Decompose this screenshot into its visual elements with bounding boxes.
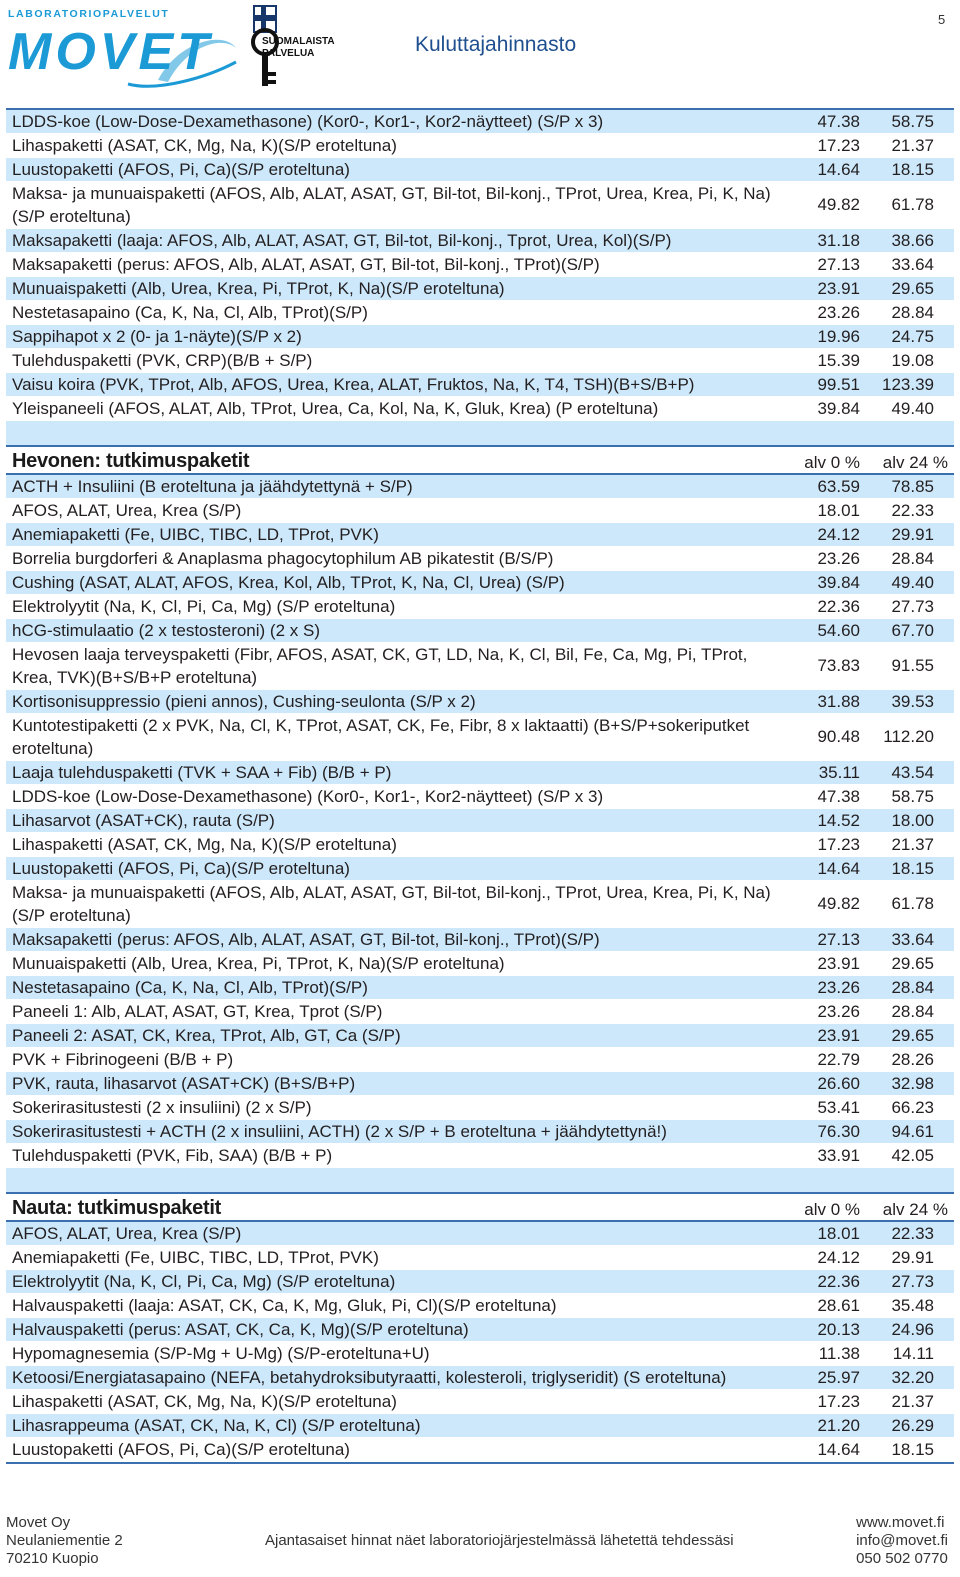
page-header bbox=[0, 0, 960, 100]
price-vat24: 27.73 bbox=[891, 596, 934, 616]
continued-package-list bbox=[6, 108, 954, 421]
price-vat24: 112.20 bbox=[883, 727, 934, 746]
package-name: Maksapaketti (perus: AFOS, Alb, ALAT, ASAT, GT, Bil-tot, Bil-konj., TProt)(S/P) bbox=[12, 930, 600, 949]
price-vat0: 22.36 bbox=[817, 1271, 860, 1291]
price-vat0: 23.91 bbox=[817, 1025, 860, 1045]
nauta-package-list bbox=[6, 1220, 954, 1462]
package-name: Hevosen laaja terveyspaketti (Fibr, AFOS, ASAT, CK, GT, LD, Na, K, Cl, Bil, Fe, Ca, Mg, Pi, TProt, Krea, TVK)(B+S/B+P eroteltuna) bbox=[12, 645, 748, 687]
table-row bbox=[6, 595, 954, 619]
price-vat0: 17.23 bbox=[817, 834, 860, 854]
logo-tagline: LABORATORIOPALVELUT bbox=[8, 8, 170, 20]
price-vat24: 43.54 bbox=[891, 762, 934, 782]
price-vat0: 31.88 bbox=[817, 691, 860, 711]
price-vat0: 19.96 bbox=[817, 326, 860, 346]
table-row bbox=[6, 523, 954, 547]
column-header-vat24: alv 24 % bbox=[882, 1200, 948, 1219]
table-row bbox=[6, 1096, 954, 1120]
table-row bbox=[6, 1048, 954, 1072]
price-vat24: 33.64 bbox=[891, 254, 934, 274]
price-vat24: 21.37 bbox=[891, 834, 934, 854]
table-row bbox=[6, 1270, 954, 1294]
table-row bbox=[6, 373, 954, 397]
price-vat24: 91.55 bbox=[891, 656, 934, 675]
package-name: AFOS, ALAT, Urea, Krea (S/P) bbox=[12, 1224, 242, 1243]
page-number: 5 bbox=[938, 12, 946, 27]
table-row bbox=[6, 1438, 954, 1462]
price-vat0: 39.84 bbox=[817, 398, 860, 418]
price-vat0: 47.38 bbox=[817, 786, 860, 806]
package-name: Ketoosi/Energiatasapaino (NEFA, betahydroksibutyraatti, kolesteroli, triglyseridit) (S eroteltuna) bbox=[12, 1368, 727, 1387]
price-vat24: 32.98 bbox=[891, 1073, 934, 1093]
price-vat24: 28.84 bbox=[891, 1001, 934, 1021]
price-vat24: 24.96 bbox=[891, 1319, 934, 1339]
table-row bbox=[6, 809, 954, 833]
price-vat24: 18.15 bbox=[891, 1439, 934, 1459]
package-name: ACTH + Insuliini (B eroteltuna ja jäähdytettynä + S/P) bbox=[12, 477, 413, 496]
nauta-section-header bbox=[6, 1194, 954, 1220]
price-vat24: 61.78 bbox=[891, 195, 934, 214]
table-row bbox=[6, 547, 954, 571]
price-vat0: 28.61 bbox=[817, 1295, 860, 1315]
package-name: Paneeli 1: Alb, ALAT, ASAT, GT, Krea, Tprot (S/P) bbox=[12, 1002, 383, 1021]
price-vat24: 29.65 bbox=[891, 278, 934, 298]
table-row bbox=[6, 108, 954, 134]
package-name: Yleispaneeli (AFOS, ALAT, Alb, TProt, Urea, Ca, Kol, Na, K, Gluk, Krea) (P eroteltuna) bbox=[12, 399, 659, 418]
price-vat0: 26.60 bbox=[817, 1073, 860, 1093]
movet-logo bbox=[8, 8, 240, 92]
price-vat24: 18.15 bbox=[891, 858, 934, 878]
price-vat0: 23.91 bbox=[817, 278, 860, 298]
price-vat24: 67.70 bbox=[891, 620, 934, 640]
package-name: LDDS-koe (Low-Dose-Dexamethasone) (Kor0-, Kor1-, Kor2-näytteet) (S/P x 3) bbox=[12, 112, 604, 131]
table-row bbox=[6, 1294, 954, 1318]
price-vat24: 21.37 bbox=[891, 135, 934, 155]
price-vat0: 35.11 bbox=[818, 762, 860, 782]
package-name: Halvauspaketti (perus: ASAT, CK, Ca, K, Mg)(S/P eroteltuna) bbox=[12, 1320, 469, 1339]
price-vat0: 24.12 bbox=[817, 524, 860, 544]
package-name: hCG-stimulaatio (2 x testosteroni) (2 x S) bbox=[12, 621, 320, 640]
table-row bbox=[6, 785, 954, 809]
price-vat24: 14.11 bbox=[892, 1343, 934, 1363]
package-name: Laaja tulehduspaketti (TVK + SAA + Fib) (B/B + P) bbox=[12, 763, 392, 782]
package-name: Vaisu koira (PVK, TProt, Alb, AFOS, Urea, Krea, ALAT, Fruktos, Na, K, T4, TSH)(B+S/B+P) bbox=[12, 375, 695, 394]
package-name: Lihasarvot (ASAT+CK), rauta (S/P) bbox=[12, 811, 275, 830]
table-row bbox=[6, 158, 954, 182]
table-row bbox=[6, 714, 954, 761]
package-name: Lihaspaketti (ASAT, CK, Mg, Na, K)(S/P eroteltuna) bbox=[12, 835, 397, 854]
package-name: Sappihapot x 2 (0- ja 1-näyte)(S/P x 2) bbox=[12, 327, 302, 346]
hevonen-section-title: Hevonen: tutkimuspaketit bbox=[12, 450, 250, 472]
column-header-vat0: alv 0 % bbox=[804, 1200, 860, 1219]
table-row bbox=[6, 1414, 954, 1438]
document-title: Kuluttajahinnasto bbox=[415, 33, 577, 56]
table-row bbox=[6, 1120, 954, 1144]
table-row bbox=[6, 1342, 954, 1366]
price-vat24: 58.75 bbox=[891, 786, 934, 806]
table-row bbox=[6, 952, 954, 976]
price-vat0: 14.64 bbox=[817, 1439, 860, 1459]
table-row bbox=[6, 134, 954, 158]
package-name: Nestetasapaino (Ca, K, Na, Cl, Alb, TProt)(S/P) bbox=[12, 303, 368, 322]
price-vat0: 23.26 bbox=[817, 1001, 860, 1021]
price-vat0: 27.13 bbox=[817, 929, 860, 949]
table-row bbox=[6, 182, 954, 229]
price-vat24: 49.40 bbox=[891, 572, 934, 592]
package-name: Borrelia burgdorferi & Anaplasma phagocytophilum AB pikatestit (B/S/P) bbox=[12, 549, 554, 568]
package-name: Luustopaketti (AFOS, Pi, Ca)(S/P eroteltuna) bbox=[12, 160, 350, 179]
price-vat0: 99.51 bbox=[817, 374, 860, 394]
package-name: Sokerirasitustesti + ACTH (2 x insuliini, ACTH) (2 x S/P + B eroteltuna + jäähdytettynä!) bbox=[12, 1122, 667, 1141]
table-row bbox=[6, 1220, 954, 1246]
table-row bbox=[6, 857, 954, 881]
package-name: Cushing (ASAT, ALAT, AFOS, Krea, Kol, Alb, TProt, K, Na, Cl, Urea) (S/P) bbox=[12, 573, 565, 592]
price-vat0: 31.18 bbox=[817, 230, 860, 250]
table-row bbox=[6, 1144, 954, 1168]
price-vat24: 29.91 bbox=[891, 524, 934, 544]
table-row bbox=[6, 928, 954, 952]
price-vat24: 49.40 bbox=[891, 398, 934, 418]
footer-website-link[interactable]: www.movet.fi bbox=[856, 1514, 945, 1531]
table-row bbox=[6, 1024, 954, 1048]
table-row bbox=[6, 473, 954, 499]
package-name: Munuaispaketti (Alb, Urea, Krea, Pi, TProt, K, Na)(S/P eroteltuna) bbox=[12, 954, 505, 973]
price-vat0: 14.64 bbox=[817, 858, 860, 878]
table-row bbox=[6, 1072, 954, 1096]
price-tables bbox=[6, 108, 954, 1464]
price-vat0: 23.26 bbox=[817, 548, 860, 568]
price-vat24: 22.33 bbox=[891, 1223, 934, 1243]
price-vat0: 27.13 bbox=[817, 254, 860, 274]
package-name: Lihasrappeuma (ASAT, CK, Na, K, Cl) (S/P eroteltuna) bbox=[12, 1416, 421, 1435]
price-vat24: 21.37 bbox=[891, 1391, 934, 1411]
package-name: Elektrolyytit (Na, K, Cl, Pi, Ca, Mg) (S/P eroteltuna) bbox=[12, 1272, 396, 1291]
price-vat0: 11.38 bbox=[818, 1343, 860, 1363]
price-vat0: 47.38 bbox=[817, 111, 860, 131]
table-row bbox=[6, 277, 954, 301]
package-name: Munuaispaketti (Alb, Urea, Krea, Pi, TProt, K, Na)(S/P eroteltuna) bbox=[12, 279, 505, 298]
price-vat24: 28.84 bbox=[891, 977, 934, 997]
package-name: LDDS-koe (Low-Dose-Dexamethasone) (Kor0-, Kor1-, Kor2-näytteet) (S/P x 3) bbox=[12, 787, 604, 806]
price-vat0: 15.39 bbox=[817, 350, 860, 370]
price-vat0: 23.26 bbox=[817, 302, 860, 322]
price-vat24: 18.15 bbox=[891, 159, 934, 179]
price-vat0: 90.48 bbox=[817, 727, 860, 746]
footer-address bbox=[6, 1514, 123, 1568]
table-row bbox=[6, 229, 954, 253]
price-vat0: 53.41 bbox=[817, 1097, 860, 1117]
price-vat24: 35.48 bbox=[891, 1295, 934, 1315]
package-name: Tulehduspaketti (PVK, Fib, SAA) (B/B + P) bbox=[12, 1146, 333, 1165]
hevonen-section-header bbox=[6, 447, 954, 473]
section-divider bbox=[6, 1168, 954, 1194]
package-name: Paneeli 2: ASAT, CK, Krea, TProt, Alb, GT, Ca (S/P) bbox=[12, 1026, 401, 1045]
price-vat0: 73.83 bbox=[817, 656, 860, 675]
price-vat0: 39.84 bbox=[817, 572, 860, 592]
price-vat0: 23.26 bbox=[817, 977, 860, 997]
package-name: Maksa- ja munuaispaketti (AFOS, Alb, ALAT, ASAT, GT, Bil-tot, Bil-konj., TProt, Urea, Krea, Pi, K, Na) (S/P eroteltuna) bbox=[12, 184, 771, 226]
price-vat0: 76.30 bbox=[817, 1121, 860, 1141]
price-vat24: 33.64 bbox=[891, 929, 934, 949]
package-name: Elektrolyytit (Na, K, Cl, Pi, Ca, Mg) (S/P eroteltuna) bbox=[12, 597, 396, 616]
price-vat0: 63.59 bbox=[817, 476, 860, 496]
package-name: Luustopaketti (AFOS, Pi, Ca)(S/P eroteltuna) bbox=[12, 859, 350, 878]
price-vat0: 18.01 bbox=[817, 500, 860, 520]
table-row bbox=[6, 833, 954, 857]
package-name: Anemiapaketti (Fe, UIBC, TIBC, LD, TProt, PVK) bbox=[12, 1248, 379, 1267]
table-row bbox=[6, 643, 954, 690]
price-vat24: 28.84 bbox=[891, 548, 934, 568]
footer-phone: 050 502 0770 bbox=[856, 1550, 948, 1567]
package-name: Hypomagnesemia (S/P-Mg + U-Mg) (S/P-eroteltuna+U) bbox=[12, 1344, 430, 1363]
price-vat24: 61.78 bbox=[891, 894, 934, 913]
package-name: Maksa- ja munuaispaketti (AFOS, Alb, ALAT, ASAT, GT, Bil-tot, Bil-konj., TProt, Urea, Krea, Pi, K, Na) (S/P eroteltuna) bbox=[12, 883, 771, 925]
package-name: PVK, rauta, lihasarvot (ASAT+CK) (B+S/B+P) bbox=[12, 1074, 356, 1093]
price-vat24: 29.65 bbox=[891, 953, 934, 973]
price-vat0: 49.82 bbox=[817, 195, 860, 214]
table-row bbox=[6, 1000, 954, 1024]
price-vat0: 14.52 bbox=[817, 810, 860, 830]
package-name: Tulehduspaketti (PVK, CRP)(B/B + S/P) bbox=[12, 351, 313, 370]
package-name: Maksapaketti (perus: AFOS, Alb, ALAT, ASAT, GT, Bil-tot, Bil-konj., TProt)(S/P) bbox=[12, 255, 600, 274]
price-vat24: 18.00 bbox=[891, 810, 934, 830]
table-row bbox=[6, 301, 954, 325]
price-vat24: 123.39 bbox=[882, 374, 934, 394]
footer-postal: 70210 Kuopio bbox=[6, 1550, 99, 1567]
price-vat0: 17.23 bbox=[817, 1391, 860, 1411]
footer-email-link[interactable]: info@movet.fi bbox=[856, 1532, 948, 1549]
price-vat24: 29.65 bbox=[891, 1025, 934, 1045]
footer-note: Ajantasaiset hinnat näet laboratoriojärjestelmässä lähetettä tehdessäsi bbox=[265, 1532, 734, 1549]
price-vat0: 20.13 bbox=[817, 1319, 860, 1339]
package-name: AFOS, ALAT, Urea, Krea (S/P) bbox=[12, 501, 242, 520]
page-footer bbox=[0, 1510, 960, 1577]
package-name: Sokerirasitustesti (2 x insuliini) (2 x S/P) bbox=[12, 1098, 312, 1117]
table-row bbox=[6, 976, 954, 1000]
hevonen-package-list bbox=[6, 473, 954, 1168]
package-name: Lihaspaketti (ASAT, CK, Mg, Na, K)(S/P eroteltuna) bbox=[12, 136, 397, 155]
price-vat24: 24.75 bbox=[891, 326, 934, 346]
package-name: Nestetasapaino (Ca, K, Na, Cl, Alb, TProt)(S/P) bbox=[12, 978, 368, 997]
price-vat0: 23.91 bbox=[817, 953, 860, 973]
table-row bbox=[6, 1318, 954, 1342]
price-vat0: 49.82 bbox=[817, 894, 860, 913]
package-name: Halvauspaketti (laaja: ASAT, CK, Ca, K, Mg, Gluk, Pi, Cl)(S/P eroteltuna) bbox=[12, 1296, 557, 1315]
package-name: Kuntotestipaketti (2 x PVK, Na, Cl, K, TProt, ASAT, CK, Fe, Fibr, 8 x laktaatti) (B+S/P+sokeriputket eroteltuna) bbox=[12, 716, 750, 758]
table-row bbox=[6, 761, 954, 785]
price-vat24: 19.08 bbox=[891, 350, 934, 370]
table-row bbox=[6, 571, 954, 595]
logo-wordmark: MOVET bbox=[8, 23, 213, 81]
package-name: Lihaspaketti (ASAT, CK, Mg, Na, K)(S/P eroteltuna) bbox=[12, 1392, 397, 1411]
nauta-section-title: Nauta: tutkimuspaketit bbox=[12, 1197, 221, 1219]
table-row bbox=[6, 619, 954, 643]
price-vat0: 54.60 bbox=[817, 620, 860, 640]
package-name: Kortisonisuppressio (pieni annos), Cushing-seulonta (S/P x 2) bbox=[12, 692, 476, 711]
price-vat24: 22.33 bbox=[891, 500, 934, 520]
price-vat0: 25.97 bbox=[817, 1367, 860, 1387]
package-name: Luustopaketti (AFOS, Pi, Ca)(S/P eroteltuna) bbox=[12, 1440, 350, 1459]
section-end-rule bbox=[6, 1462, 954, 1464]
price-vat0: 24.12 bbox=[817, 1247, 860, 1267]
price-vat24: 38.66 bbox=[891, 230, 934, 250]
price-vat24: 29.91 bbox=[891, 1247, 934, 1267]
price-vat0: 22.36 bbox=[817, 596, 860, 616]
table-row bbox=[6, 499, 954, 523]
column-header-vat0: alv 0 % bbox=[804, 453, 860, 472]
logo-swoosh-icon bbox=[8, 22, 240, 94]
price-vat0: 21.20 bbox=[817, 1415, 860, 1435]
table-row bbox=[6, 325, 954, 349]
package-name: Maksapaketti (laaja: AFOS, Alb, ALAT, ASAT, GT, Bil-tot, Bil-konj., Tprot, Urea, Kol)(S/P) bbox=[12, 231, 672, 250]
price-vat24: 39.53 bbox=[891, 691, 934, 711]
price-vat0: 14.64 bbox=[817, 159, 860, 179]
table-row bbox=[6, 690, 954, 714]
package-name: Anemiapaketti (Fe, UIBC, TIBC, LD, TProt, PVK) bbox=[12, 525, 379, 544]
price-vat24: 42.05 bbox=[891, 1145, 934, 1165]
table-row bbox=[6, 1246, 954, 1270]
price-vat24: 32.20 bbox=[891, 1367, 934, 1387]
price-vat0: 33.91 bbox=[817, 1145, 860, 1165]
price-vat24: 27.73 bbox=[891, 1271, 934, 1291]
footer-street: Neulaniementie 2 bbox=[6, 1532, 123, 1549]
footer-contact bbox=[856, 1514, 948, 1568]
price-vat24: 28.84 bbox=[891, 302, 934, 322]
table-row bbox=[6, 1366, 954, 1390]
price-vat24: 94.61 bbox=[891, 1121, 934, 1141]
price-vat0: 18.01 bbox=[817, 1223, 860, 1243]
column-header-vat24: alv 24 % bbox=[882, 453, 948, 472]
section-divider bbox=[6, 421, 954, 447]
price-vat24: 26.29 bbox=[891, 1415, 934, 1435]
table-row bbox=[6, 881, 954, 928]
table-row bbox=[6, 397, 954, 421]
price-vat24: 28.26 bbox=[891, 1049, 934, 1069]
table-row bbox=[6, 253, 954, 277]
price-vat24: 58.75 bbox=[891, 111, 934, 131]
price-vat24: 66.23 bbox=[891, 1097, 934, 1117]
price-vat24: 78.85 bbox=[891, 476, 934, 496]
price-vat0: 17.23 bbox=[817, 135, 860, 155]
seal-caption: SUOMALAISTA PALVELUA bbox=[262, 36, 335, 59]
price-vat0: 22.79 bbox=[817, 1049, 860, 1069]
footer-company: Movet Oy bbox=[6, 1514, 71, 1531]
table-row bbox=[6, 1390, 954, 1414]
table-row bbox=[6, 349, 954, 373]
package-name: PVK + Fibrinogeeni (B/B + P) bbox=[12, 1050, 234, 1069]
